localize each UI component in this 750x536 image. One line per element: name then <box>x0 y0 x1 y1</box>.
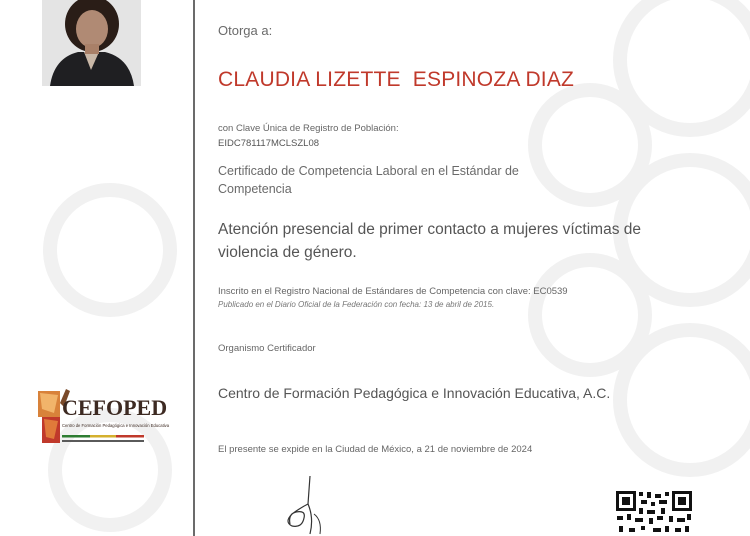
otorga-label: Otorga a: <box>218 23 273 38</box>
organism-label: Organismo Certificador <box>218 343 316 354</box>
curp-label: con Clave Única de Registro de Población: <box>218 123 399 134</box>
logo-title: CEFOPED <box>62 395 168 420</box>
organism-name: Centro de Formación Pedagógica e Innovación Educativa, A.C. <box>218 385 611 401</box>
cefoped-logo <box>34 385 170 447</box>
signature <box>270 474 350 536</box>
logo-subtitle: Centro de Formación Pedagógica e Innovación Educativa <box>62 423 170 428</box>
published-text: Publicado en el Diario Oficial de la Federación con fecha: 13 de abril de 2015. <box>218 300 495 309</box>
registry-text: Inscrito en el Registro Nacional de Estándares de Competencia con clave: EC0539 <box>218 286 568 297</box>
vertical-divider <box>193 0 195 536</box>
recipient-photo <box>42 0 141 86</box>
curp-value: EIDC781117MCLSZL08 <box>218 138 320 149</box>
recipient-name: CLAUDIA LIZETTE ESPINOZA DIAZ <box>218 68 575 91</box>
issued-text: El presente se expide en la Ciudad de México, a 21 de noviembre de 2024 <box>218 444 533 455</box>
qr-code <box>615 490 693 536</box>
certificate-type: Certificado de Competencia Laboral en el Estándar de Competencia <box>218 164 519 196</box>
standard-title: Atención presencial de primer contacto a mujeres víctimas de violencia de género. <box>218 221 642 261</box>
